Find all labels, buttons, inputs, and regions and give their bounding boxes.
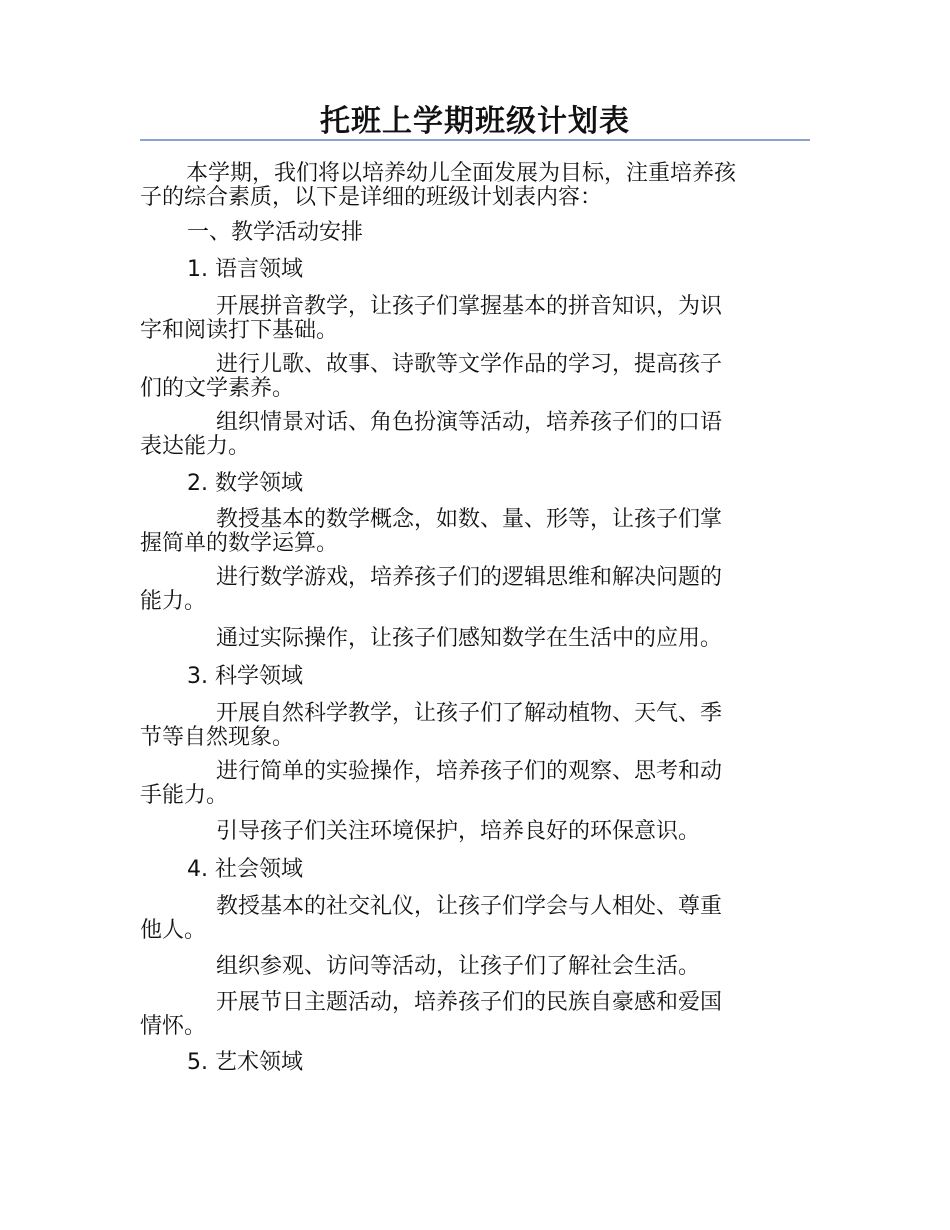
intro-paragraph	[140, 162, 810, 210]
list-item	[140, 353, 810, 401]
item-line-2: 握简单的数学运算。	[140, 531, 339, 556]
list-item	[140, 508, 810, 556]
item-line-1: 组织情景对话、角色扮演等活动，培养孩子们的口语	[216, 410, 723, 435]
intro-line-2: 子的综合素质，以下是详细的班级计划表内容：	[140, 185, 603, 210]
item-line-2: 们的文学素养。	[140, 376, 295, 401]
item-line-2: 能力。	[140, 589, 207, 614]
domain-heading-art: 5. 艺术领域	[187, 1050, 303, 1075]
item-line-1: 教授基本的数学概念，如数、量、形等，让孩子们掌	[216, 507, 723, 532]
list-item	[140, 820, 810, 844]
item-line-1: 进行儿歌、故事、诗歌等文学作品的学习，提高孩子	[216, 352, 723, 377]
item-line-1: 组织参观、访问等活动，让孩子们了解社会生活。	[216, 954, 701, 979]
item-line-2: 表达能力。	[140, 434, 251, 459]
list-item	[140, 627, 810, 651]
domain-heading-science: 3. 科学领域	[187, 664, 303, 689]
item-line-2: 手能力。	[140, 783, 229, 808]
item-line-2: 字和阅读打下基础。	[140, 318, 339, 343]
list-item	[140, 566, 810, 614]
domain-heading-society: 4. 社会领域	[187, 857, 303, 882]
item-line-1: 开展节日主题活动，培养孩子们的民族自豪感和爱国	[216, 990, 723, 1015]
domain-heading-language: 1. 语言领域	[187, 257, 303, 282]
item-line-2: 节等自然现象。	[140, 725, 295, 750]
list-item	[140, 411, 810, 459]
intro-line-1: 本学期，我们将以培养幼儿全面发展为目标，注重培养孩	[186, 161, 737, 186]
item-line-1: 进行简单的实验操作，培养孩子们的观察、思考和动	[216, 759, 723, 784]
title-underline	[140, 139, 810, 141]
document-title: 托班上学期班级计划表	[320, 104, 630, 139]
item-line-2: 情怀。	[140, 1014, 207, 1039]
item-line-1: 开展拼音教学，让孩子们掌握基本的拼音知识，为识	[216, 294, 723, 319]
list-item	[140, 991, 810, 1039]
item-line-2: 他人。	[140, 918, 207, 943]
item-line-1: 教授基本的社交礼仪，让孩子们学会与人相处、尊重	[216, 894, 723, 919]
section-heading-teaching: 一、教学活动安排	[187, 220, 364, 245]
list-item	[140, 895, 810, 943]
list-item	[140, 702, 810, 750]
domain-heading-math: 2. 数学领域	[187, 471, 303, 496]
item-line-1: 通过实际操作，让孩子们感知数学在生活中的应用。	[216, 626, 723, 651]
item-line-1: 开展自然科学教学，让孩子们了解动植物、天气、季	[216, 701, 723, 726]
list-item	[140, 760, 810, 808]
list-item	[140, 955, 810, 979]
item-line-1: 引导孩子们关注环境保护，培养良好的环保意识。	[216, 819, 701, 844]
list-item	[140, 295, 810, 343]
item-line-1: 进行数学游戏，培养孩子们的逻辑思维和解决问题的	[216, 565, 723, 590]
